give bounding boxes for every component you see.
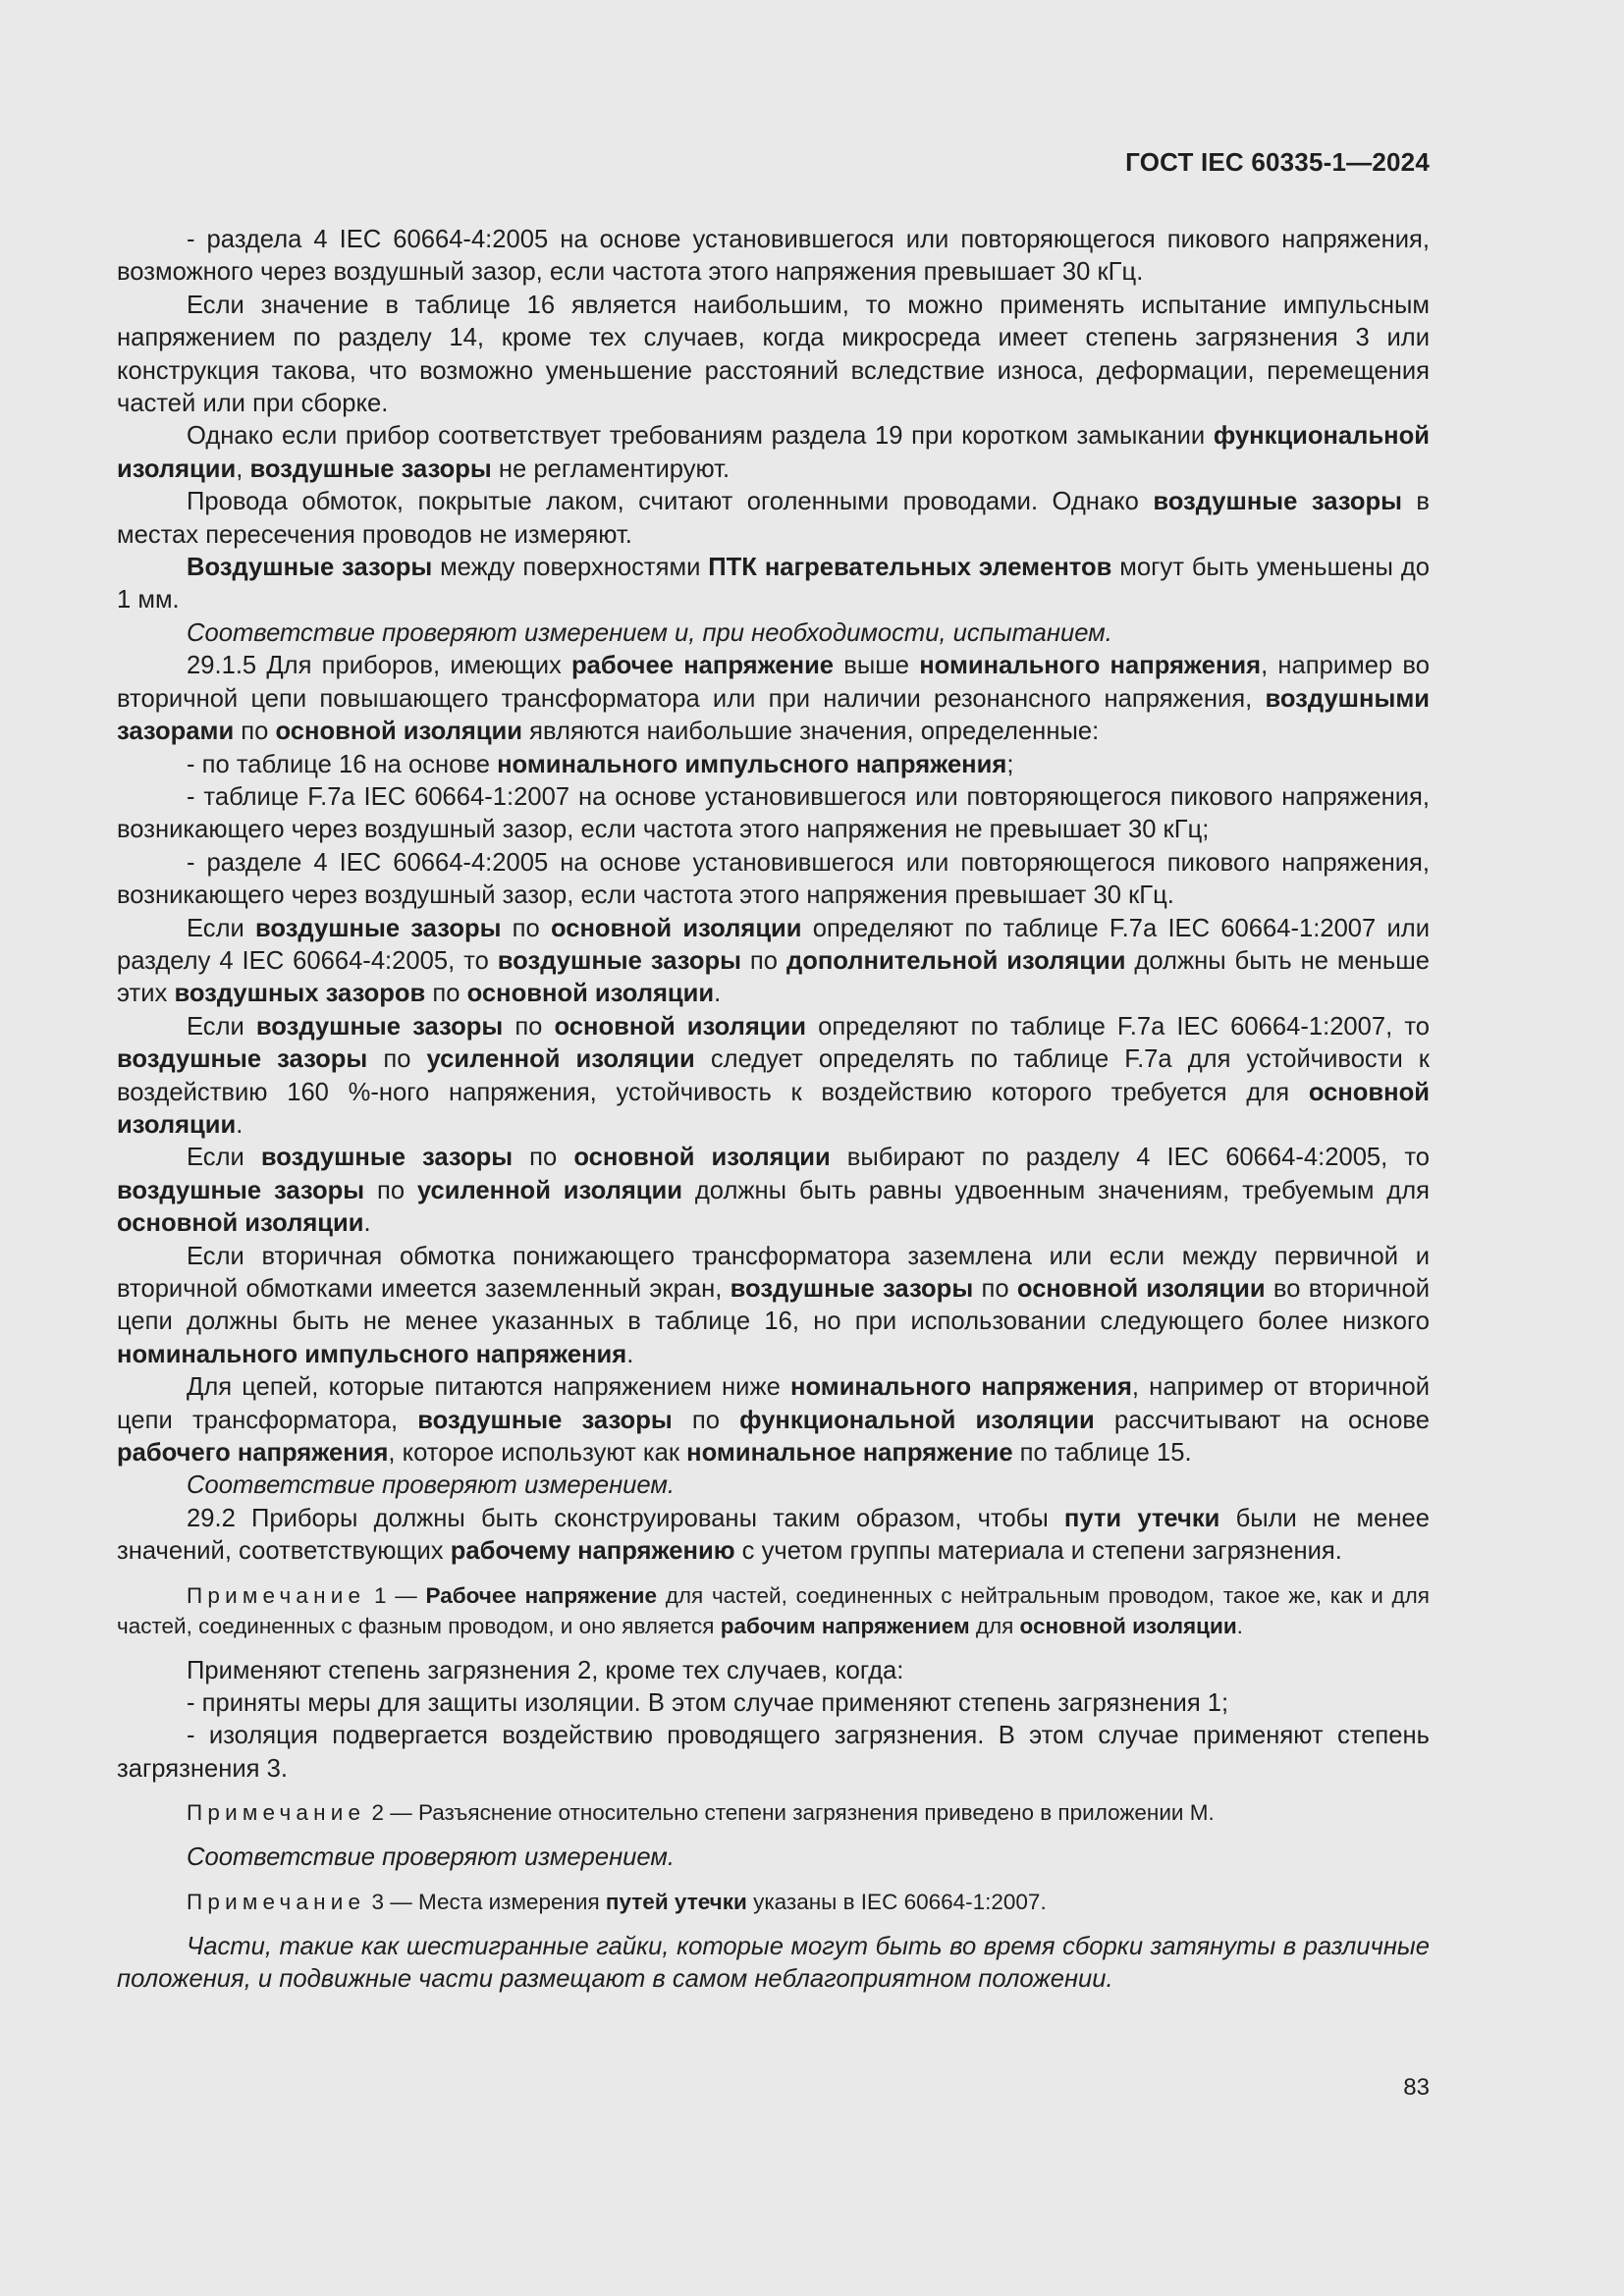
text-segment: с учетом группы материала и степени загрязнения. [734,1537,1342,1566]
text-segment: в местах пересечения проводов не измеряют. [117,488,1431,549]
body-paragraph [117,650,1430,748]
text-segment: по [364,1176,417,1204]
text-segment: выбирают по разделу 4 IEC 60664-4:2005, то [830,1144,1430,1172]
bold-term: воздушные зазоры [249,454,492,483]
text-segment: - приняты меры для защиты изоляции. В этом случае применяют степень загрязнения 1; [187,1689,1229,1718]
bold-term: функциональной изоляции [739,1406,1095,1434]
bold-term: основной изоляции [275,718,523,746]
body-paragraph [117,1931,1430,1997]
text-segment: были не менее значений, соответствующих [117,1504,1430,1566]
bold-term: основной изоляции [466,980,715,1008]
bold-term: основной изоляции [573,1144,831,1172]
bold-term: основной изоляции [1019,1613,1237,1638]
body-paragraph [117,1655,1430,1687]
bold-term: функциональной изоляции [117,422,1430,483]
text-segment: являются наибольшие значения, определенные: [522,718,1100,746]
text-segment: Если вторичная обмотка понижающего трансформатора заземлена или если между первичной и вторичной обмотками имеется заземленный экран, [117,1242,1430,1303]
text-segment: рассчитывают на основе [1094,1406,1430,1434]
text-segment: - таблице F.7а IEC 60664-1:2007 на основе установившегося или повторяющегося пикового напряжения, возникающего через воздушный зазор, если частота этого напряжения не превышает 30 кГц; [117,782,1430,844]
bold-term: воздушные зазоры [1153,488,1402,516]
bold-term: основной изоляции [117,1078,1430,1139]
bold-term: дополнительной изоляции [785,946,1126,975]
text-segment: , например от вторичной цепи трансформатора, [117,1373,1430,1434]
body-paragraph [117,486,1430,552]
note-label: Примечание [187,1800,366,1826]
bold-term: основной изоляции [550,914,802,942]
note-paragraph [117,1580,1430,1641]
bold-term: воздушными зазорами [117,684,1430,746]
text-segment: . [1236,1613,1243,1638]
text-segment: , которое используют как [388,1439,687,1468]
text-segment: Применяют степень загрязнения 2, кроме тех случаев, когда: [187,1656,904,1684]
text-segment: 3 — Места измерения [365,1889,606,1914]
text-segment: 29.2 Приборы должны быть сконструированы таким образом, чтобы [187,1504,1064,1532]
body-paragraph [117,224,1430,290]
text-segment: Провода обмоток, покрытые лаком, считают оголенными проводами. Однако [187,488,1154,516]
body-paragraph [117,420,1430,486]
bold-term: Воздушные зазоры [187,554,433,582]
text-segment: могут быть уменьшены до 1 мм. [117,554,1430,614]
bold-term: ПТК нагревательных элементов [708,554,1112,582]
text-segment: Соответствие проверяют измерением. [187,1843,675,1872]
text-segment: . [363,1209,371,1238]
bold-term: номинального напряжения [790,1373,1132,1402]
text-segment: по [234,718,276,746]
bold-term: рабочее напряжение [571,652,835,680]
bold-term: воздушные зазоры [255,914,502,942]
note-label: Примечание [187,1582,366,1608]
text-segment: не регламентируют. [491,454,731,483]
text-segment: по [501,914,551,942]
text-segment: ; [1006,750,1014,778]
text-segment: Для цепей, которые питаются напряжением ниже [187,1373,790,1402]
text-segment: 2 — Разъяснение относительно степени загрязнения приведено в приложении М. [365,1800,1215,1826]
body-paragraph [117,617,1430,650]
text-segment: по [503,1012,555,1041]
text-segment: 1 — [365,1582,426,1608]
text-segment: для [969,1613,1020,1638]
text-segment: по [672,1406,740,1434]
bold-term: основной изоляции [554,1012,806,1041]
body-paragraph [117,552,1430,617]
bold-term: основной изоляции [1016,1275,1266,1303]
body-paragraph [117,749,1430,781]
text-segment: - разделе 4 IEC 60664-4:2005 на основе установившегося или повторяющегося пикового напряжения, возникающего через воздушный зазор, если частота этого напряжения превышает 30 кГц. [117,848,1430,910]
text-segment: должны быть не меньше этих [117,946,1430,1008]
text-segment: по [740,946,786,975]
text-segment: Однако если прибор соответствует требованиям раздела 19 при коротком замыкании [187,422,1214,451]
text-segment: - по таблице 16 на основе [187,750,498,778]
body-paragraph [117,290,1430,421]
text-segment: - раздела 4 IEC 60664-4:2005 на основе установившегося или повторяющегося пикового напряжения, возможного через воздушный зазор, если частота этого напряжения превышает 30 кГц. [117,226,1430,287]
text-segment: между поверхностями [432,554,709,582]
text-segment: . [714,980,722,1008]
text-segment: - изоляция подвергается воздействию проводящего загрязнения. В этом случае применяют степень загрязнения 3. [117,1722,1430,1783]
text-segment: . [236,1110,244,1139]
body-paragraph [117,1469,1430,1502]
text-segment: Если [187,914,256,942]
bold-term: воздушные зазоры [417,1406,673,1434]
body-paragraph [117,913,1430,1011]
bold-term: номинального импульсного напряжения [497,750,1007,778]
text-segment: Соответствие проверяют измерением. [187,1471,675,1500]
body-paragraph [117,781,1430,847]
body-paragraph [117,1142,1430,1240]
text-segment: . [626,1340,634,1368]
bold-term: номинального импульсного напряжения [117,1340,627,1368]
note-paragraph [117,1797,1430,1828]
bold-term: воздушные зазоры [730,1275,974,1303]
body-paragraph [117,1011,1430,1143]
text-segment: по [973,1275,1017,1303]
bold-term: рабочего напряжения [117,1439,389,1468]
body-paragraph [117,1371,1430,1469]
body-paragraph [117,1687,1430,1720]
document-body [117,224,1430,1997]
bold-term: воздушных зазоров [174,980,426,1008]
text-segment: Если [187,1012,256,1041]
text-segment: 29.1.5 Для приборов, имеющих [187,652,571,680]
bold-term: номинальное напряжение [686,1439,1013,1468]
page-number: 83 [1403,2074,1430,2101]
text-segment: Части, такие как шестигранные гайки, которые могут быть во время сборки затянуты в различные положения, и подвижные части размещают в самом неблагоприятном положении. [117,1932,1430,1994]
text-segment: по [425,980,467,1008]
text-segment: указаны в IEC 60664-1:2007. [746,1889,1047,1914]
bold-term: путей утечки [605,1889,747,1914]
text-segment: , например во вторичной цепи повышающего трансформатора или при наличии резонансного напряжения, [117,652,1430,713]
text-segment: Соответствие проверяют измерением и, при необходимости, испытанием. [187,618,1112,647]
text-segment: должны быть равны удвоенным значениям, требуемым для [682,1176,1430,1204]
bold-term: воздушные зазоры [497,946,741,975]
bold-term: воздушные зазоры [117,1045,368,1074]
bold-term: воздушные зазоры [260,1144,514,1172]
bold-term: Рабочее напряжение [425,1582,658,1608]
text-segment: Если значение в таблице 16 является наибольшим, то можно применять испытание импульсным напряжением по разделу 14, кроме тех случаев, когда микросреда имеет степень загрязнения 3 или конструкция такова, что возможно уменьшение расстояний вследствие износа, деформации, перемещения частей или при сборке. [117,291,1430,418]
text-segment: , [236,454,250,483]
bold-term: пути утечки [1063,1504,1220,1532]
document-header: ГОСТ IEC 60335-1—2024 [1125,147,1430,177]
body-paragraph [117,1503,1430,1569]
text-segment: Если [187,1144,261,1172]
text-segment: определяют по таблице F.7а IEC 60664-1:2007 или разделу 4 IEC 60664-4:2005, то [117,914,1431,975]
bold-term: рабочему напряжению [450,1537,735,1566]
bold-term: рабочим напряжением [720,1613,970,1638]
text-segment: по таблице 15. [1012,1439,1192,1468]
text-segment: во вторичной цепи должны быть не менее указанных в таблице 16, но при использовании следующего более низкого [117,1275,1430,1336]
bold-term: усиленной изоляции [426,1045,695,1074]
text-segment: следует определять по таблице F.7а для устойчивости к воздействию 160 %-ного напряжения, устойчивость к воздействию которого требуется для [117,1045,1431,1106]
text-segment: по [513,1144,574,1172]
body-paragraph [117,1720,1430,1786]
text-segment: выше [834,652,920,680]
note-label: Примечание [187,1889,366,1914]
body-paragraph [117,847,1430,913]
bold-term: номинального напряжения [919,652,1262,680]
text-segment: определяют по таблице F.7а IEC 60664-1:2007, то [806,1012,1430,1041]
body-paragraph [117,1842,1430,1874]
bold-term: воздушные зазоры [117,1176,365,1204]
text-segment: по [367,1045,427,1074]
body-paragraph [117,1241,1430,1372]
bold-term: воздушные зазоры [255,1012,504,1041]
text-segment: для частей, соединенных с нейтральным проводом, такое же, как и для частей, соединенных с фазным проводом, и оно является [117,1582,1430,1638]
bold-term: усиленной изоляции [416,1176,682,1204]
bold-term: основной изоляции [117,1209,364,1238]
note-paragraph [117,1887,1430,1917]
